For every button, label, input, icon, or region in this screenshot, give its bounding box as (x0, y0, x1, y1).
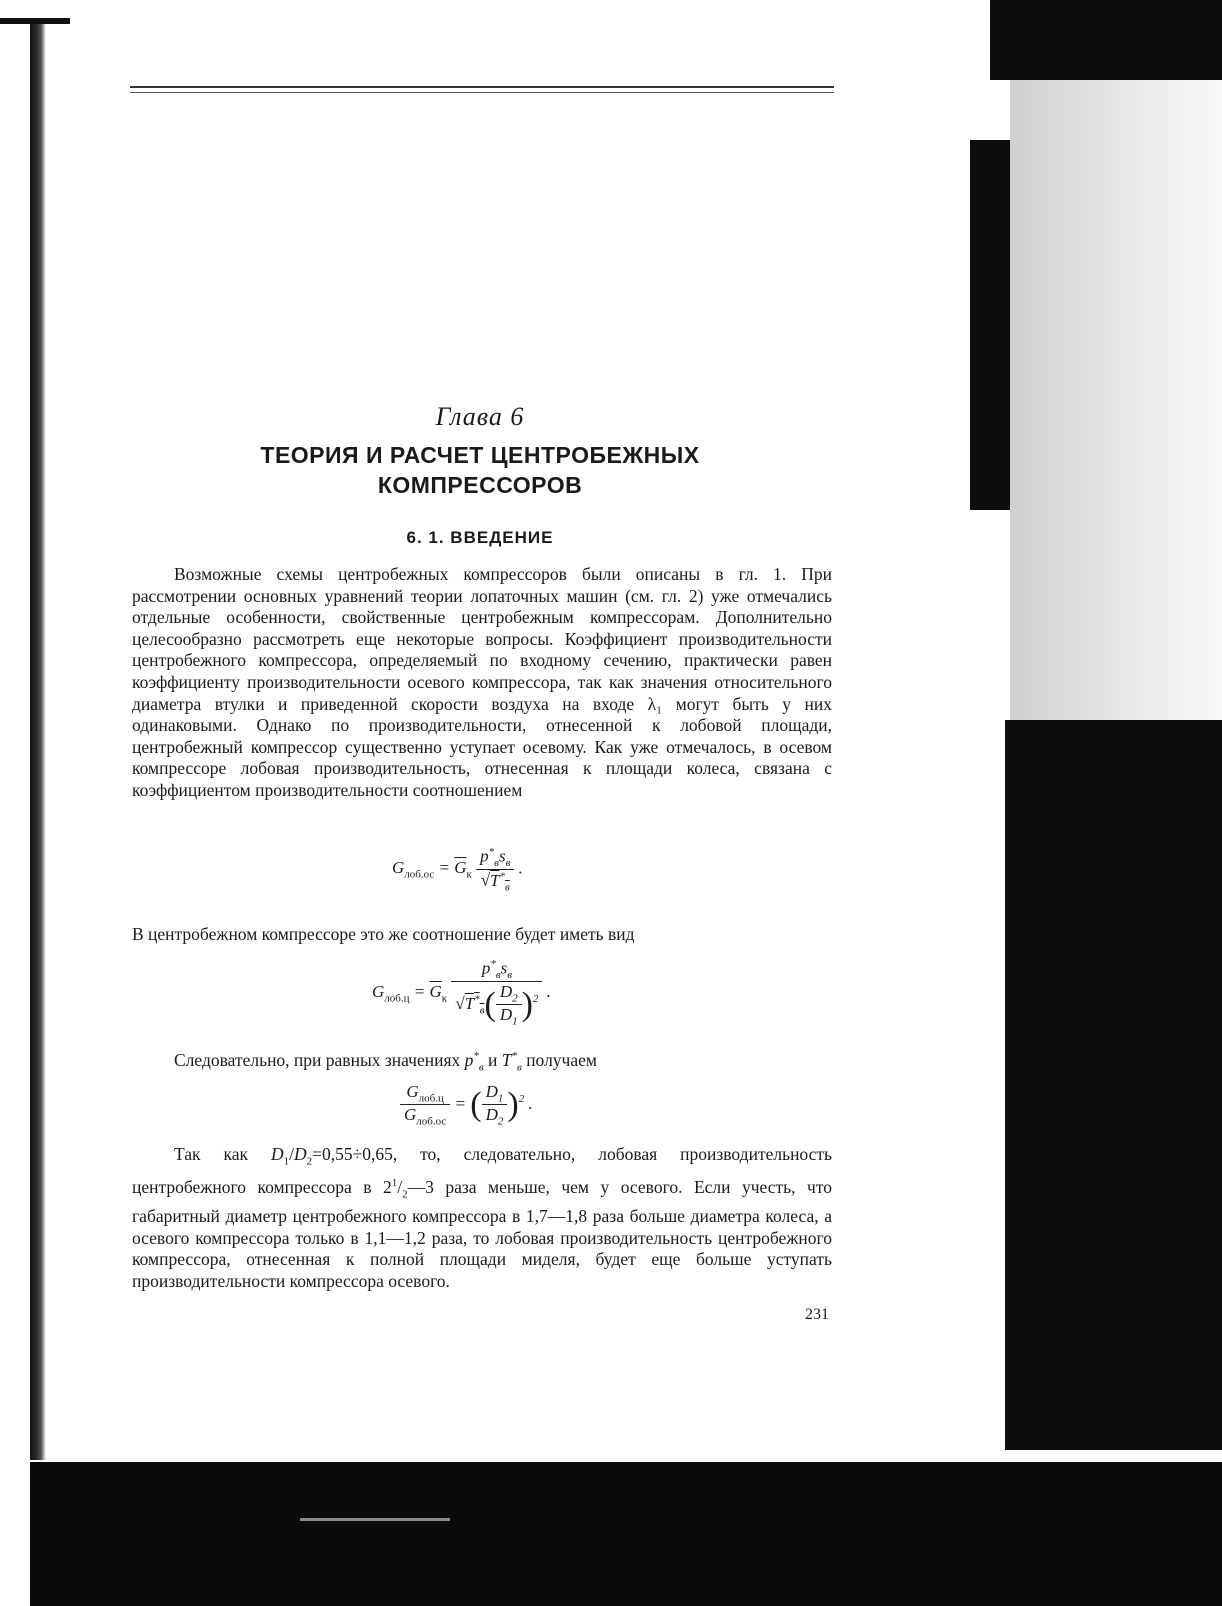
header-rule (130, 86, 834, 88)
paragraph-intro: Возможные схемы центробежных компрессоров были описаны в гл. 1. При рассмотрении основных уравнений теории лопаточных машин (см. гл. 2) уже отмечались отдельные особенности, свойственные центробежным компрессорам. Дополнительно целесообразно рассмотреть еще некоторые вопросы. Коэффициент производительности центробежного компрессора, определяемый по входному сечению, практически равен коэффициенту производительности осевого компрессора, так как значения относительного диаметра втулки и приведенной скорости воздуха на входе λ₁ могут быть у них одинаковыми. Однако по производительности, отнесенной к лобовой площади, центробежный компрессор существенно уступает осевому. Как уже отмечалось, в осевом компрессоре лобовая производительность, отнесенная к площади колеса, связана с коэффициентом производительности соотношением (132, 564, 832, 800)
paragraph-centrifugal-relation: В центробежном компрессоре это же соотношение будет иметь вид (132, 924, 635, 944)
paragraph-conclusion-start: Так как (174, 1144, 248, 1164)
scan-shadow-right-lower (1005, 720, 1222, 1450)
scan-streak (300, 1518, 450, 1521)
paragraph-conclusion-ratio: =0,55÷0,65, то, следовательно, лобовая производительность центробежного компрессора в (132, 1144, 833, 1197)
formula-capacity-ratio: $\frac{G_{лоб.ц}}{G_{лоб.ос}}$ = ( $\frac{D_1}{D_2}$ )$^2$ . (400, 1082, 533, 1128)
chapter-label: Глава 6 (435, 402, 525, 431)
paragraph-consequently: Следовательно, при равных значениях $p^*_в$ и $T^*_в$ получаем (174, 1049, 597, 1074)
formula-centrifugal-frontal-capacity: $G_{лоб.ц} = \overline{G}_к$ $p^*_вs_в$ $√T^*_в$( $\frac{D_2}{D_1}$ )$^2$ . (372, 958, 551, 1028)
scan-shadow-right-bar (970, 140, 1010, 510)
chapter-title-line-1: ТЕОРИЯ И РАСЧЕТ ЦЕНТРОБЕЖНЫХ (260, 442, 700, 468)
scan-shadow-left-cap (0, 18, 70, 24)
chapter-title-line-2: КОМПРЕССОРОВ (377, 472, 583, 498)
paragraph-consequently-start: Следовательно, при равных значениях (174, 1049, 461, 1070)
chapter-title (0, 440, 960, 500)
paragraph-consequently-and: и (488, 1049, 498, 1070)
paragraph-consequently-end: получаем (526, 1049, 597, 1070)
section-title: 6. 1. ВВЕДЕНИЕ (406, 528, 554, 547)
scan-shadow-left (30, 20, 46, 1460)
scan-shadow-bottom (30, 1462, 1222, 1606)
paragraph-conclusion: Так как $D_1/D_2=0,55\div 0,65$, то, следовательно, лобовая производительность центробежного компрессора в $2^1/_2—3$ раза меньше, чем у осевого. Если учесть, что габаритный диаметр центробежного компрессора в 1,7—1,8 раза больше диаметра колеса, а осевого компрессора только в 1,1—1,2 раза, то лобовая производительность центробежного компрессора, отнесенная к полной площади миделя, будет еще больше уступать производительности компрессора осевого. (132, 1144, 833, 1291)
scan-shadow-right-gray (1010, 80, 1222, 720)
scan-shadow-right-top (990, 0, 1222, 80)
page-number: 231 (805, 1306, 829, 1323)
formula-axial-frontal-capacity: $G_{лоб.ос} = \overline{G}_к$ $\frac{p^*_вs_в}{√T^*_в}$ . (392, 846, 523, 894)
paragraph-conclusion-rest: —3 раза меньше, чем у осевого. Если учесть, что габаритный диаметр центробежного компрессора в 1,7—1,8 раза больше диаметра колеса, а осевого компрессора только в 1,1—1,2 раза, то лобовая производительность центробежного компрессора, отнесенная к полной площади миделя, будет еще больше уступать производительности компрессора осевого. (132, 1176, 832, 1291)
header-rule-thin (130, 92, 834, 93)
